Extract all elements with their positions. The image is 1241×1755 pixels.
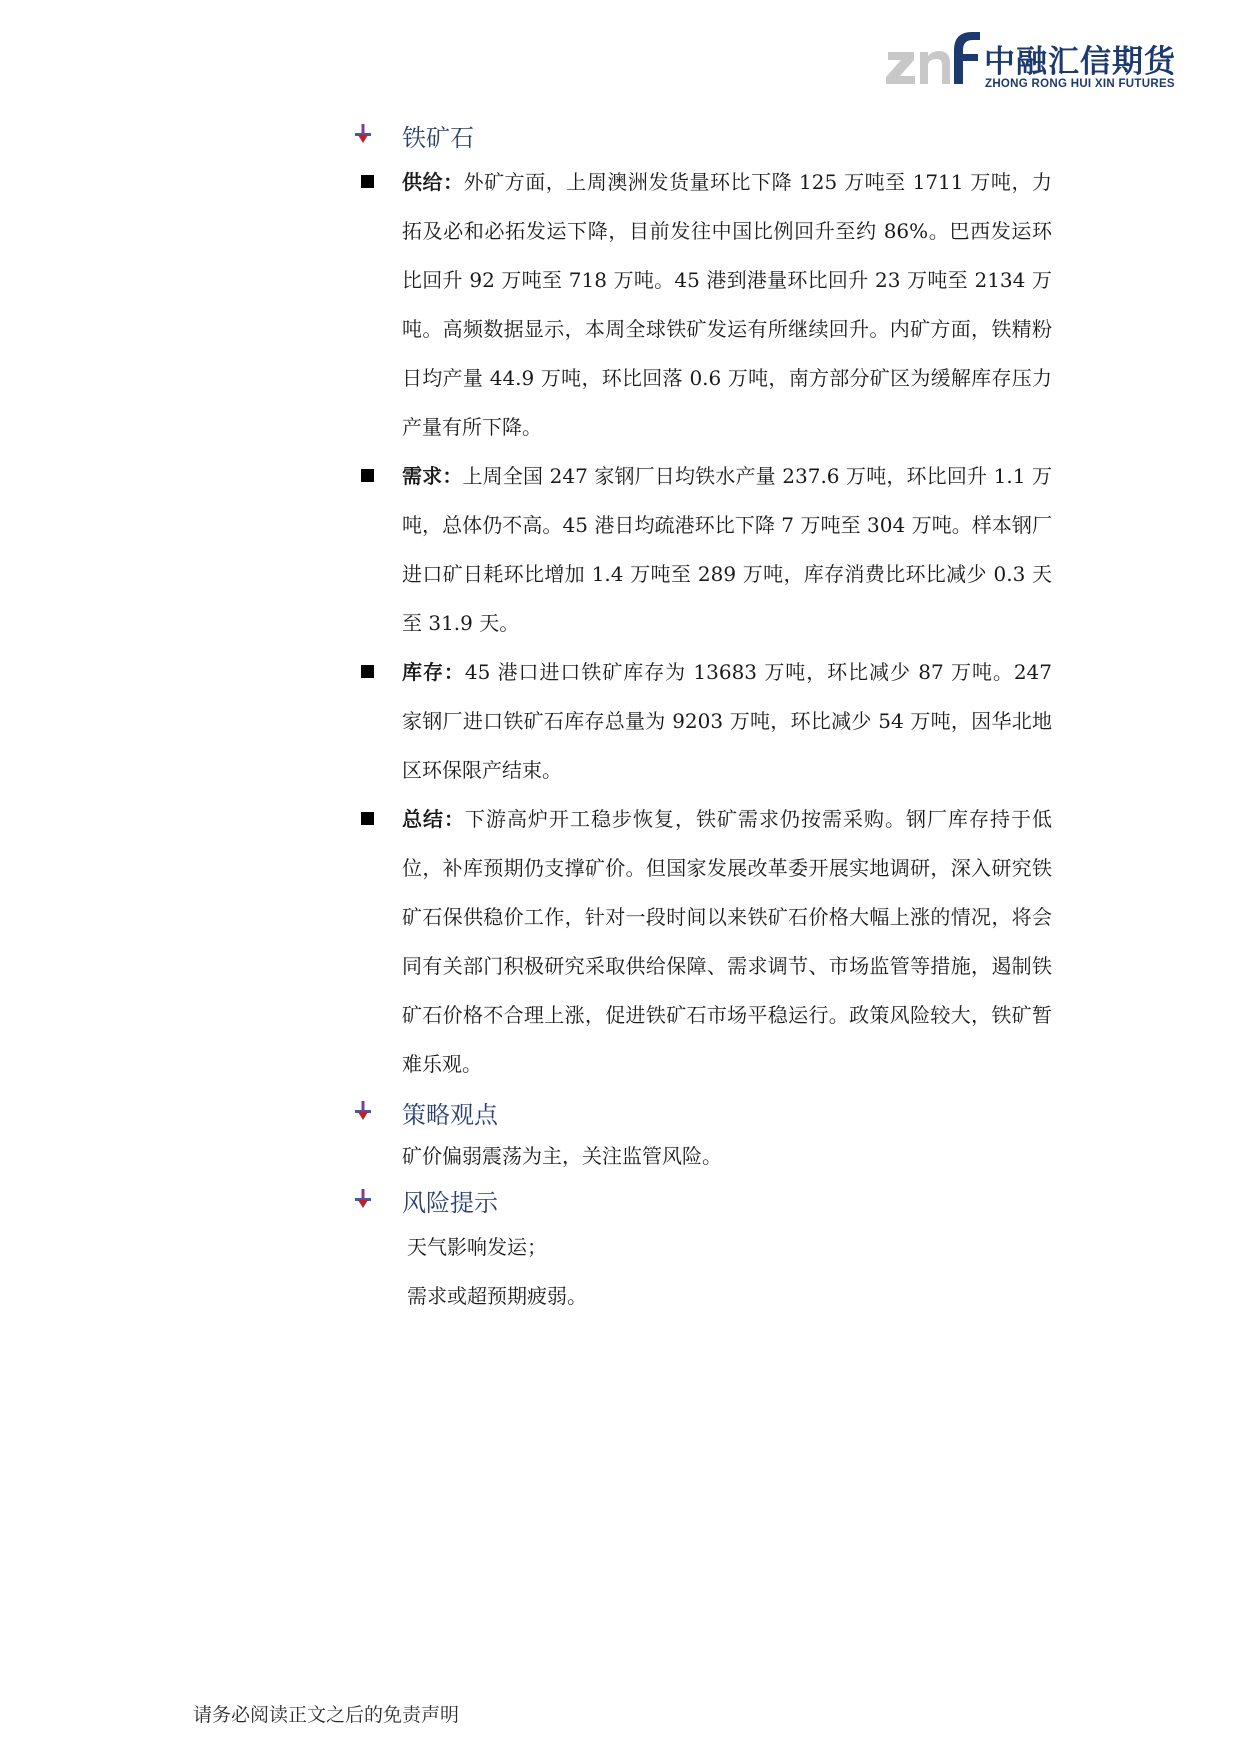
risk-item: 需求或超预期疲弱。 bbox=[407, 1284, 587, 1308]
znf-logo-mark bbox=[884, 30, 984, 92]
section-iron-ore-heading bbox=[352, 112, 1052, 158]
section-title: 策略观点 bbox=[402, 1101, 498, 1129]
bullet-text: 外矿方面，上周澳洲发货量环比下降 125 万吨至 1711 万吨，力拓及必和必拓发运下降，目前发往中国比例回升至约 86%。巴西发运环比回升 92 万吨至 718 万吨。45 港到港量环比回升 23 万吨至 2134 万吨。高频数据显示，本周全球铁矿发运有所继续回升。内矿方面，铁精粉日均产量 44.9 万吨，环比回落 0.6 万吨，南方部分矿区为缓解库存压力产量有所下降。 bbox=[402, 170, 1052, 439]
square-bullet-icon bbox=[361, 812, 374, 825]
bullet-label: 供给： bbox=[402, 170, 464, 194]
section-strategy-heading bbox=[352, 1089, 1052, 1135]
bullet-label: 库存： bbox=[402, 660, 465, 684]
bullet-label: 总结： bbox=[402, 807, 465, 831]
bullet-label: 需求： bbox=[402, 464, 463, 488]
square-bullet-icon bbox=[361, 665, 374, 678]
section-title: 风险提示 bbox=[402, 1189, 498, 1217]
square-bullet-icon bbox=[361, 175, 374, 188]
risk-list bbox=[352, 1223, 1052, 1321]
section-risk-heading bbox=[352, 1177, 1052, 1223]
down-arrow-icon bbox=[352, 123, 374, 145]
bullet-demand bbox=[352, 452, 1052, 648]
bullet-supply bbox=[352, 158, 1052, 452]
report-content bbox=[352, 112, 1052, 1321]
down-arrow-icon bbox=[352, 1188, 374, 1210]
bullet-summary bbox=[352, 795, 1052, 1089]
bullet-inventory bbox=[352, 648, 1052, 795]
bullet-text: 上周全国 247 家钢厂日均铁水产量 237.6 万吨，环比回升 1.1 万吨，总体仍不高。45 港日均疏港环比下降 7 万吨至 304 万吨。样本钢厂进口矿日耗环比增加 1.4 万吨至 289 万吨，库存消费比环比减少 0.3 天至 31.9 天。 bbox=[402, 464, 1052, 635]
risk-item: 天气影响发运； bbox=[407, 1235, 547, 1259]
bullet-text: 45 港口进口铁矿库存为 13683 万吨，环比减少 87 万吨。247 家钢厂进口铁矿石库存总量为 9203 万吨，环比减少 54 万吨，因华北地区环保限产结束。 bbox=[402, 660, 1053, 782]
strategy-text: 矿价偏弱震荡为主，关注监管风险。 bbox=[402, 1144, 722, 1168]
company-logo bbox=[884, 30, 1174, 92]
section-title: 铁矿石 bbox=[402, 124, 474, 152]
logo-chinese-name: 中融汇信期货 bbox=[984, 44, 1176, 80]
bullet-text: 下游高炉开工稳步恢复，铁矿需求仍按需采购。钢厂库存持于低位，补库预期仍支撑矿价。但国家发展改革委开展实地调研，深入研究铁矿石保供稳价工作，针对一段时间以来铁矿石价格大幅上涨的情况，将会同有关部门积极研究采取供给保障、需求调节、市场监管等措施，遏制铁矿石价格不合理上涨，促进铁矿石市场平稳运行。政策风险较大，铁矿暂难乐观。 bbox=[402, 807, 1052, 1076]
down-arrow-icon bbox=[352, 1100, 374, 1122]
logo-english-name: ZHONG RONG HUI XIN FUTURES bbox=[985, 78, 1175, 90]
footer-disclaimer: 请务必阅读正文之后的免责声明 bbox=[193, 1704, 460, 1726]
square-bullet-icon bbox=[361, 469, 374, 482]
